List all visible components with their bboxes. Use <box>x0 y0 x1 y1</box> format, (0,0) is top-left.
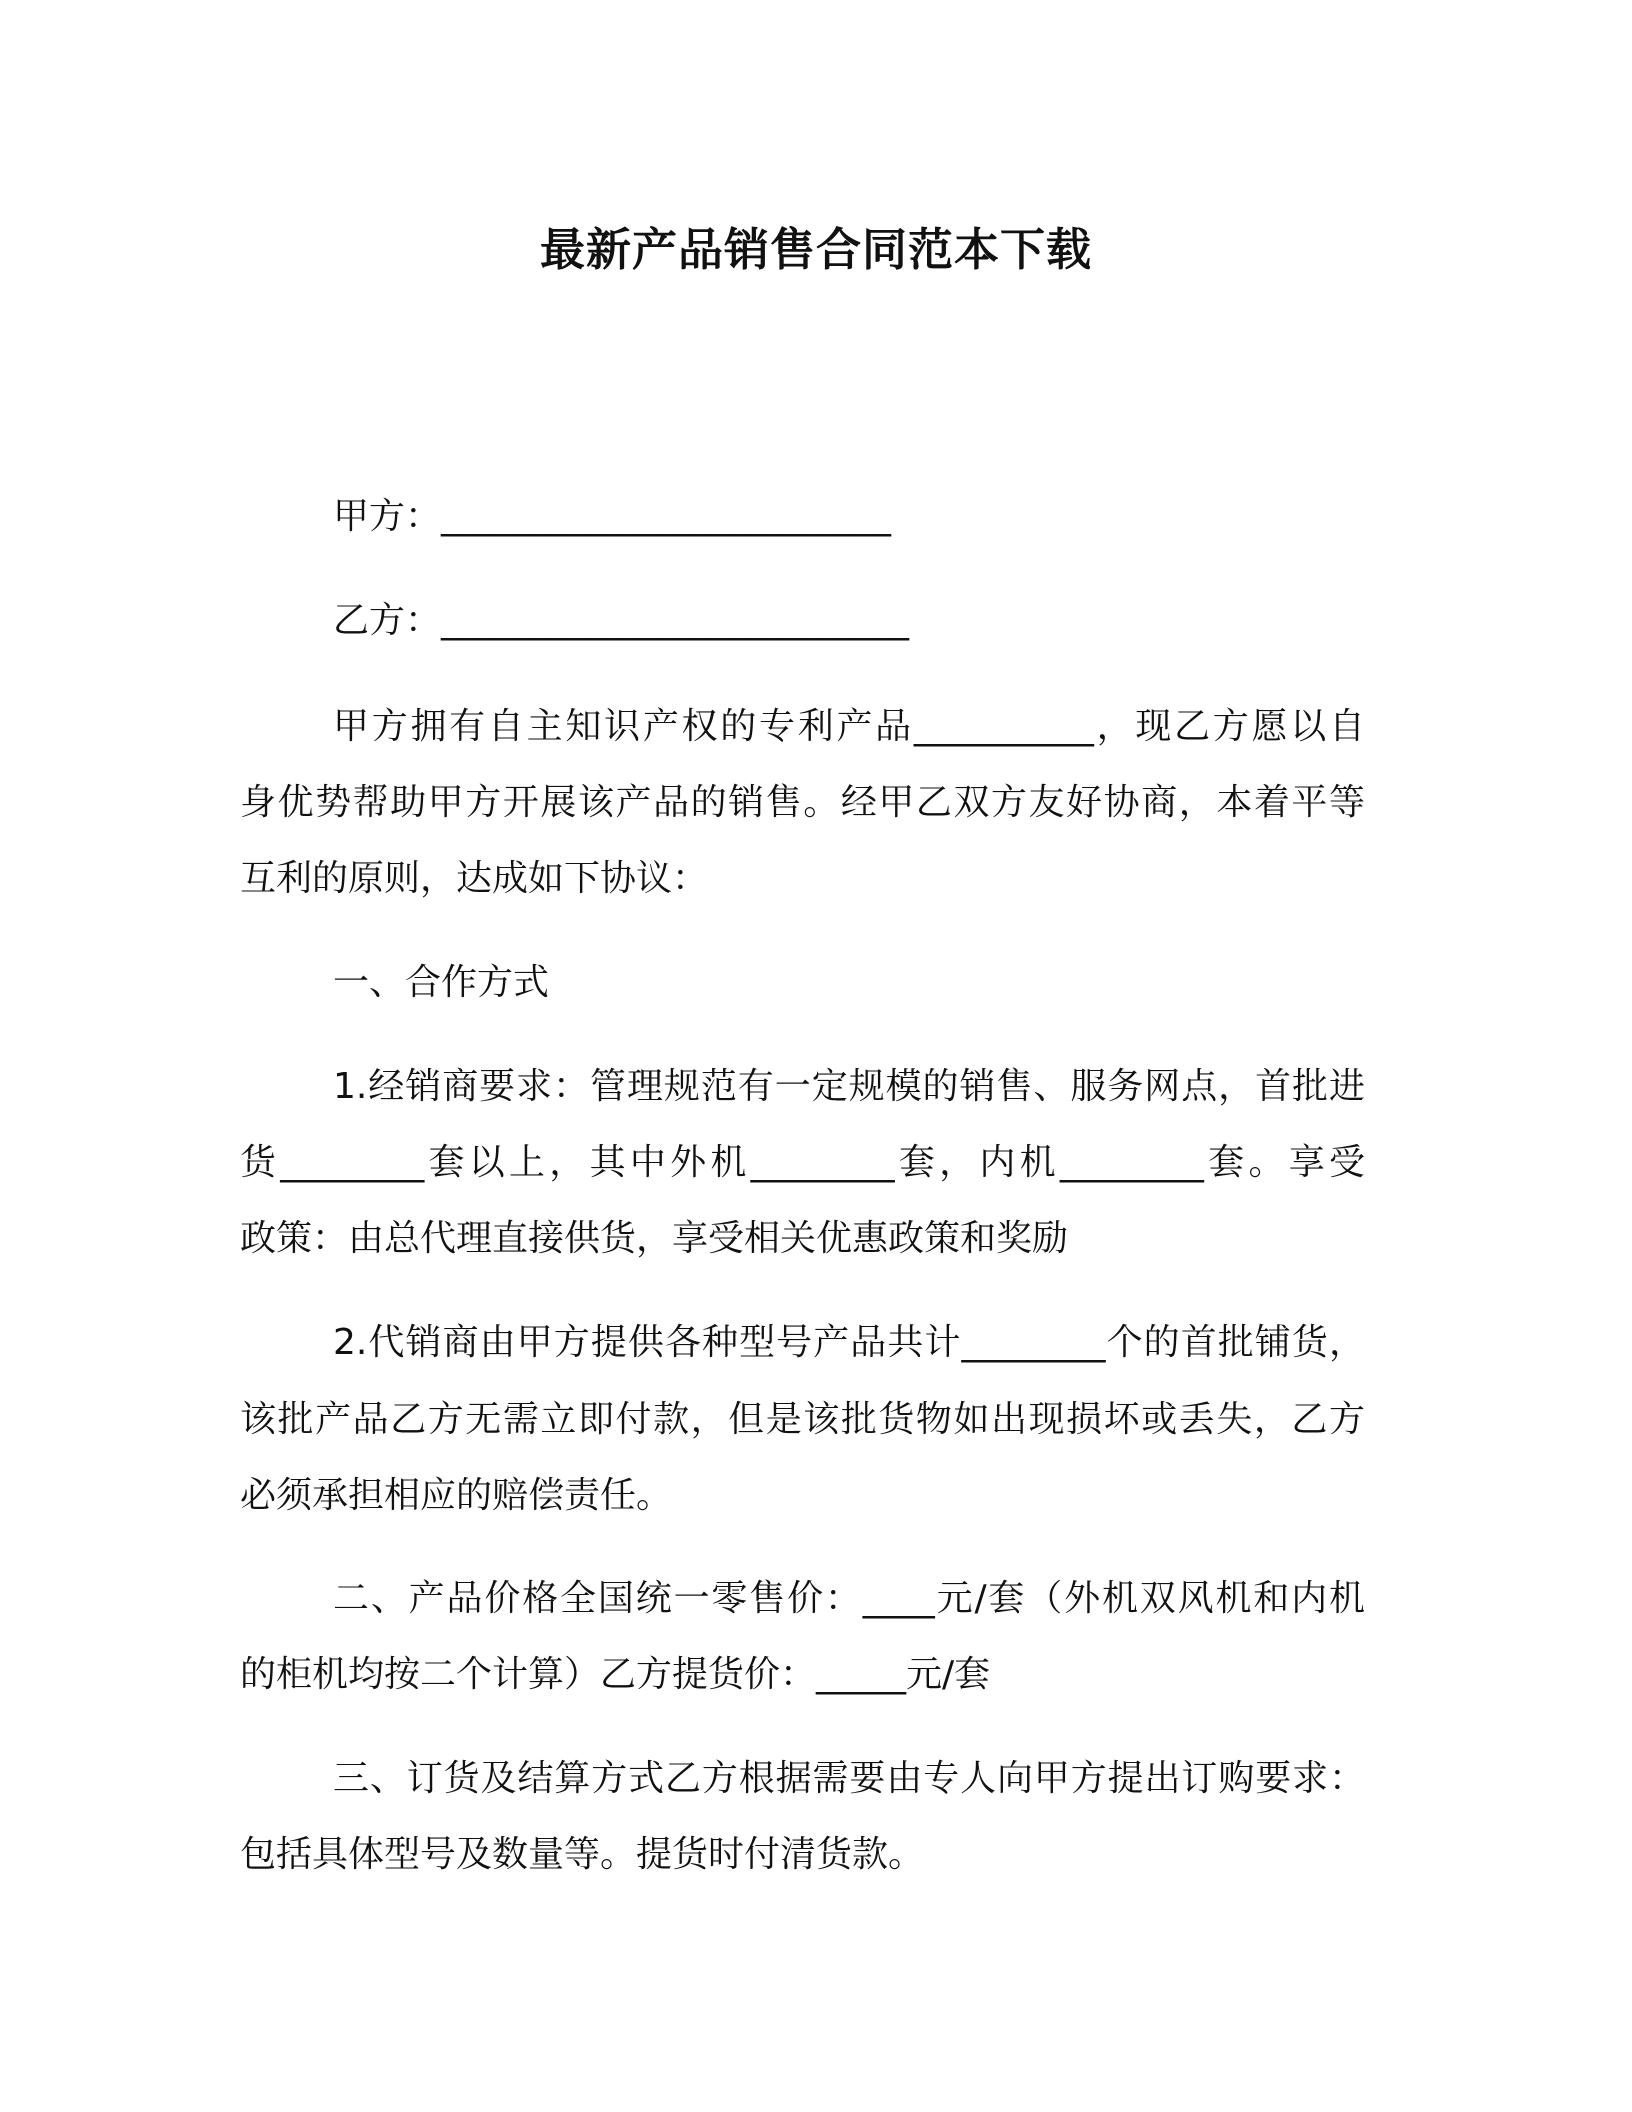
party-b-field: 乙方：__________________________ <box>333 600 910 641</box>
clause-2-line: 必须承担相应的赔偿责任。 <box>240 1475 673 1516</box>
document-title: 最新产品销售合同范本下载 <box>539 223 1092 276</box>
section-heading-cooperation: 一、合作方式 <box>333 962 550 1003</box>
clause-2-line: 该批产品乙方无需立即付款，但是该批货物如出现损坏或丢失，乙方 <box>240 1399 1365 1440</box>
party-a-field: 甲方：_________________________ <box>333 496 892 537</box>
section-3-line: 包括具体型号及数量等。提货时付清货款。 <box>240 1834 925 1875</box>
section-2-line: 二、产品价格全国统一零售价：____元/套（外机双风机和内机 <box>333 1578 1365 1619</box>
section-2-line: 的柜机均按二个计算）乙方提货价：_____元/套 <box>240 1654 991 1695</box>
section-3-line: 三、订货及结算方式乙方根据需要由专人向甲方提出订购要求： <box>333 1758 1365 1799</box>
intro-line: 甲方拥有自主知识产权的专利产品__________，现乙方愿以自 <box>333 706 1365 747</box>
clause-1-line: 1.经销商要求：管理规范有一定规模的销售、服务网点，首批进 <box>333 1066 1365 1107</box>
clause-2-line: 2.代销商由甲方提供各种型号产品共计________个的首批铺货， <box>333 1322 1365 1363</box>
intro-line: 互利的原则，达成如下协议： <box>240 858 709 899</box>
clause-1-line: 货________套以上，其中外机________套，内机________套。享受 <box>240 1142 1365 1183</box>
clause-1-line: 政策：由总代理直接供货，享受相关优惠政策和奖励 <box>240 1218 1069 1259</box>
intro-line: 身优势帮助甲方开展该产品的销售。经甲乙双方友好协商，本着平等 <box>240 782 1365 823</box>
